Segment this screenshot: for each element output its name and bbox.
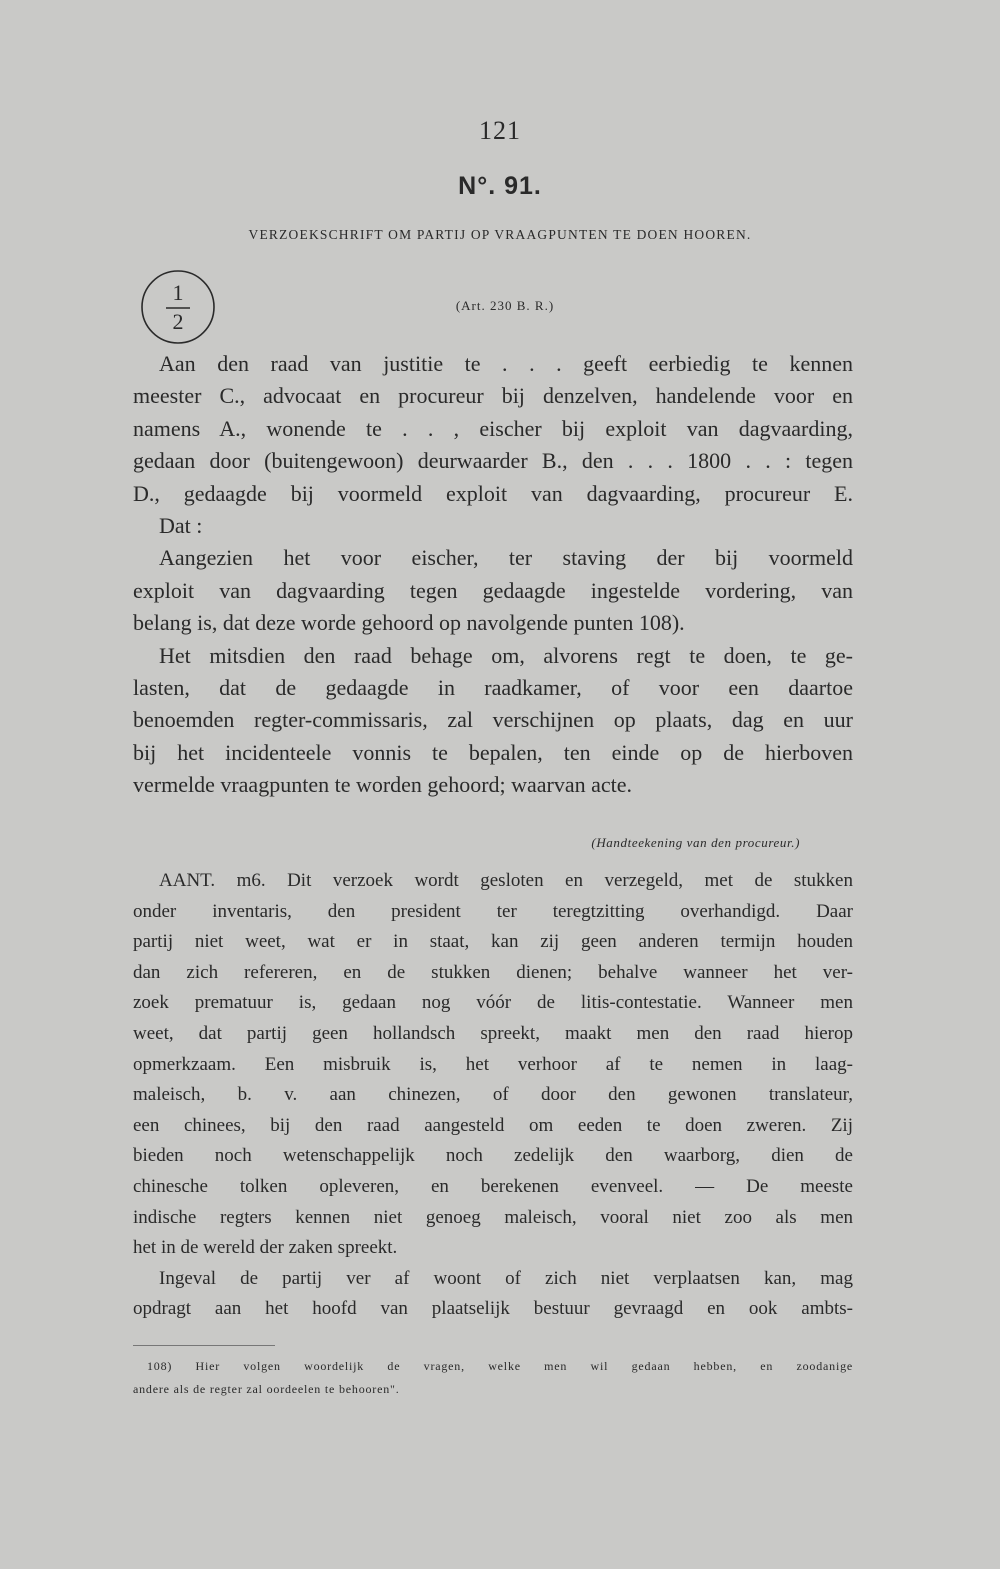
footnote-line: andere als de regter zal oordeelen te behooren". <box>133 1382 400 1396</box>
petition-body <box>133 348 853 801</box>
body-line: benoemden regter-commissaris, zal verschijnen op plaats, dag en uur <box>133 707 853 733</box>
body-line: gedaan door (buitengewoon) deurwaarder B., den . . . 1800 . . : tegen <box>133 448 853 474</box>
body-line: D., gedaagde bij voormeld exploit van dagvaarding, procureur E. <box>133 480 853 506</box>
body-line: bij het incidenteele vonnis te bepalen, ten einde op de hierboven <box>133 739 853 765</box>
body-line: belang is, dat deze worde gehoord op navolgende punten 108). <box>133 610 685 636</box>
note-line: chinesche tolken opleveren, en berekenen evenveel. — De meeste <box>133 1175 853 1197</box>
note-line: indische regters kennen niet genoeg maleisch, vooral niet zoo als men <box>133 1206 853 1228</box>
stamp-denominator: 2 <box>172 309 184 334</box>
page-number: 121 <box>479 116 521 145</box>
note-line: opdragt aan het hoofd van plaatselijk bestuur gevraagd en ook ambts- <box>133 1298 853 1320</box>
body-line: namens A., wonende te . . , eischer bij exploit van dagvaarding, <box>133 415 853 441</box>
note-line: een chinees, bij den raad aangesteld om eeden te doen zweren. Zij <box>133 1114 853 1136</box>
note-line: het in de wereld der zaken spreekt. <box>133 1237 398 1259</box>
note-line: partij niet weet, wat er in staat, kan zij geen anderen termijn houden <box>133 931 853 953</box>
document-number: N°. 91. <box>458 172 542 200</box>
footnote-divider <box>133 1345 275 1346</box>
body-line: Aan den raad van justitie te . . . geeft eerbiedig te kennen <box>159 351 853 376</box>
signature-note: (Handteekening van den procureur.) <box>591 835 800 850</box>
article-reference: (Art. 230 B. R.) <box>455 298 555 313</box>
body-line: Het mitsdien den raad behage om, alvorens regt te doen, te ge- <box>159 642 853 668</box>
note-line: Ingeval de partij ver af woont of zich niet verplaatsen kan, mag <box>159 1267 853 1289</box>
note-line: bieden noch wetenschappelijk noch zedelijk den waarborg, dien de <box>133 1145 853 1167</box>
body-line: Dat : <box>159 512 203 538</box>
body-line: exploit van dagvaarding tegen gedaagde ingestelde vordering, van <box>133 577 853 603</box>
stamp-numerator: 1 <box>172 280 184 305</box>
note-line: opmerkzaam. Een misbruik is, het verhoor af te nemen in laag- <box>133 1053 853 1075</box>
body-line: vermelde vraagpunten te worden gehoord; waarvan acte. <box>133 772 633 798</box>
note-line: dan zich refereren, en de stukken dienen; behalve wanneer het ver- <box>133 961 853 983</box>
body-line: meester C., advocaat en procureur bij denzelven, handelende voor en <box>133 383 853 409</box>
footnote <box>133 1355 853 1401</box>
note-line: maleisch, b. v. aan chinezen, of door den gewonen translateur, <box>133 1084 853 1106</box>
note-line: weet, dat partij geen hollandsch spreekt, maakt men den raad hierop <box>133 1022 853 1044</box>
annotation-body <box>133 866 853 1325</box>
note-line: onder inventaris, den president ter teregtzitting overhandigd. Daar <box>133 900 853 922</box>
note-line: AANT. m6. Dit verzoek wordt gesloten en verzegeld, met de stukken <box>159 870 853 891</box>
document-heading: VERZOEKSCHRIFT OM PARTIJ OP VRAAGPUNTEN TE DOEN HOOREN. <box>248 227 752 242</box>
body-line: Aangezien het voor eischer, ter staving der bij voormeld <box>159 545 853 571</box>
note-line: zoek prematuur is, gedaan nog vóór de litis-contestatie. Wanneer men <box>133 992 853 1014</box>
footnote-line: 108) Hier volgen woordelijk de vragen, welke men wil gedaan hebben, en zoodanige <box>147 1359 853 1373</box>
body-line: lasten, dat de gedaagde in raadkamer, of voor een daartoe <box>133 674 853 700</box>
